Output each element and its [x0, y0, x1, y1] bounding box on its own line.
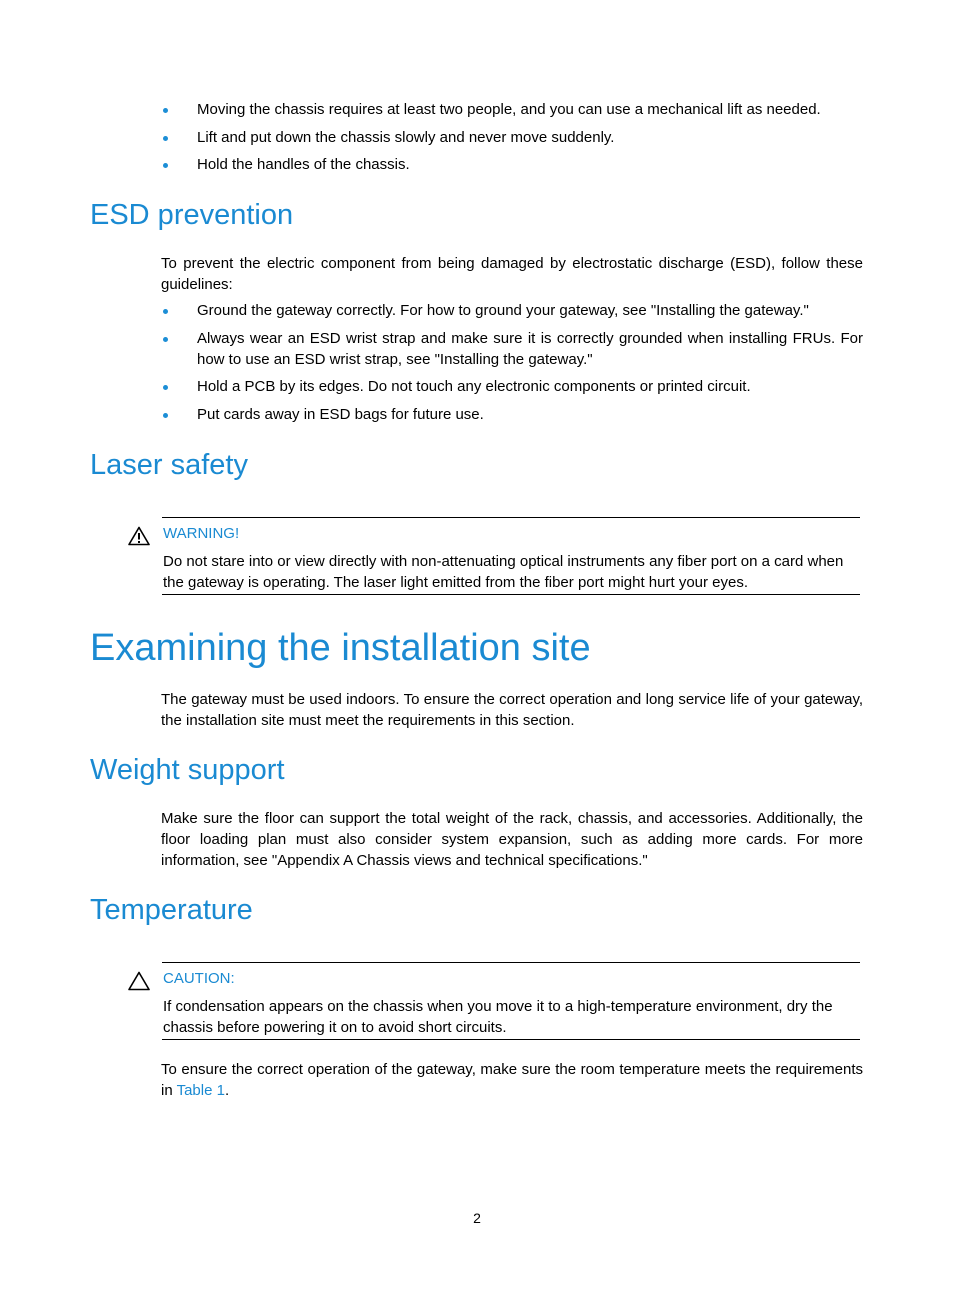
list-item: Always wear an ESD wrist strap and make sure it is correctly grounded when installing FRUs. For how to use an ESD wrist strap, see "Installing the gateway.": [161, 328, 863, 370]
weight-body: Make sure the floor can support the total weight of the rack, chassis, and accessories. Additionally, the floor loading plan must also consider system expansion, such as adding more cards. For more information, see "Appendix A Chassis views and technical specifications.": [161, 810, 863, 869]
list-item: Hold a PCB by its edges. Do not touch any electronic components or printed circuit.: [161, 376, 863, 397]
caution-label: CAUTION:: [163, 970, 235, 987]
warning-body: Do not stare into or view directly with non-attenuating optical instruments any fiber port on a card when the gateway is operating. The laser light emitted from the fiber port might hurt your eyes.: [163, 553, 844, 591]
temperature-heading: Temperature: [90, 894, 253, 926]
notice-top-rule: [162, 962, 860, 963]
warning-label: WARNING!: [163, 525, 240, 542]
bullet-icon: [163, 163, 168, 168]
list-item: Ground the gateway correctly. For how to ground your gateway, see "Installing the gateway.": [161, 300, 863, 321]
caution-body: If condensation appears on the chassis when you move it to a high-temperature environment, dry the chassis before powering it on to avoid short circuits.: [163, 998, 833, 1036]
warning-triangle-icon: [128, 526, 150, 546]
warning-notice: [128, 517, 860, 595]
list-item: Put cards away in ESD bags for future use.: [161, 404, 863, 425]
bullet-icon: [163, 385, 168, 390]
notice-bottom-rule: [162, 594, 860, 595]
notice-bottom-rule: [162, 1039, 860, 1040]
page-number: 2: [473, 1210, 481, 1226]
bullet-icon: [163, 136, 168, 141]
intro-bullet-list: [161, 99, 863, 182]
bullet-icon: [163, 413, 168, 418]
temperature-body: To ensure the correct operation of the gateway, make sure the room temperature meets the requirements in Table 1.: [161, 1061, 863, 1099]
bullet-icon: [163, 108, 168, 113]
table-1-link[interactable]: Table 1: [176, 1082, 225, 1099]
esd-intro: To prevent the electric component from being damaged by electrostatic discharge (ESD), follow these guidelines:: [161, 255, 863, 293]
esd-heading: ESD prevention: [90, 199, 294, 231]
notice-top-rule: [162, 517, 860, 518]
list-item: Hold the handles of the chassis.: [161, 154, 863, 175]
esd-bullet-list: [161, 300, 863, 431]
bullet-icon: [163, 309, 168, 314]
bullet-icon: [163, 337, 168, 342]
site-heading: Examining the installation site: [90, 627, 591, 669]
laser-heading: Laser safety: [90, 449, 248, 481]
caution-triangle-icon: [128, 971, 150, 991]
list-item: Moving the chassis requires at least two people, and you can use a mechanical lift as needed.: [161, 99, 863, 120]
site-intro: The gateway must be used indoors. To ensure the correct operation and long service life of your gateway, the installation site must meet the requirements in this section.: [161, 691, 863, 729]
caution-notice: [128, 962, 860, 1040]
list-item: Lift and put down the chassis slowly and never move suddenly.: [161, 127, 863, 148]
weight-heading: Weight support: [90, 754, 285, 786]
